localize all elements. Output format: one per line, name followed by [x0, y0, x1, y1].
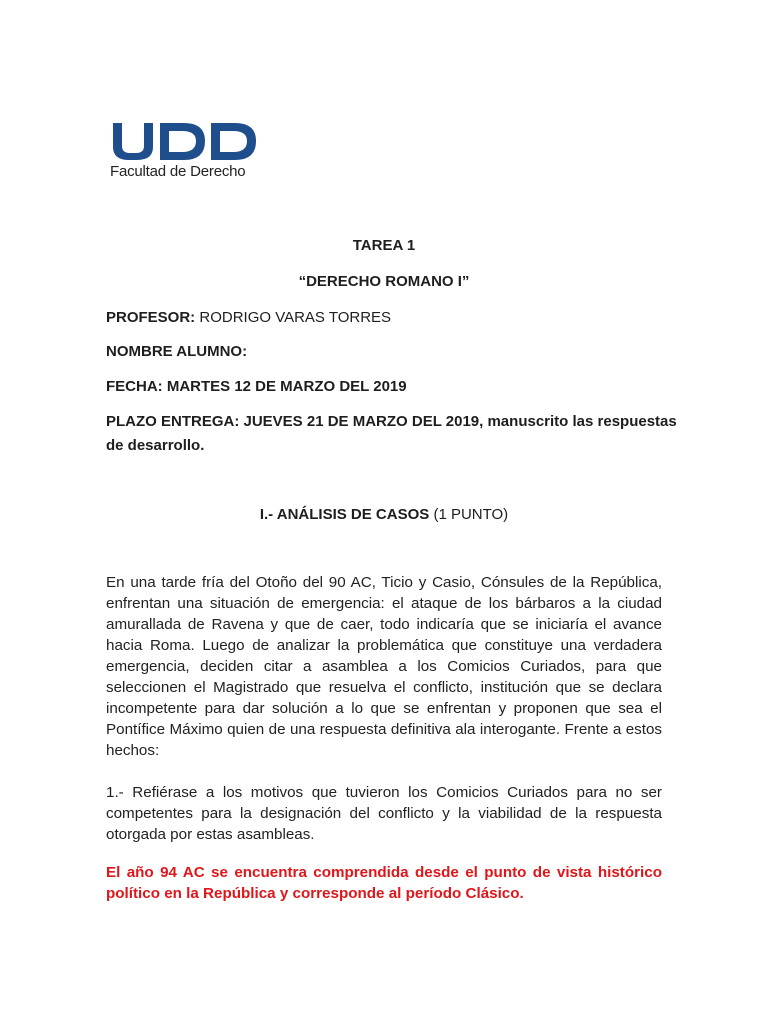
logo-subtitle: Facultad de Derecho: [110, 163, 246, 180]
section-title: I.- ANÁLISIS DE CASOS: [259, 506, 430, 523]
plazo-line-1: PLAZO ENTREGA: JUEVES 21 DE MARZO DEL 2019, manuscrito las respuestas: [106, 413, 677, 430]
profesor-value: RODRIGO VARAS TORRES: [195, 309, 392, 326]
answer-1: El año 94 AC se encuentra comprendida desde el punto de vista histórico político en la República y corresponde al período Clásico.: [106, 864, 662, 902]
plazo-line-2: de desarrollo.: [106, 437, 205, 454]
udd-logo: [110, 120, 260, 184]
fecha-line: FECHA: MARTES 12 DE MARZO DEL 2019: [106, 378, 407, 395]
doc-title: TAREA 1: [352, 237, 416, 254]
question-1: 1.- Refiérase a los motivos que tuvieron los Comicios Curiados para no ser competentes para la designación del conflicto y la viabilidad de la respuesta otorgada por estas asambleas.: [106, 784, 662, 843]
alumno-label: NOMBRE ALUMNO:: [106, 343, 248, 360]
udd-logo-mark: [110, 120, 260, 162]
case-paragraph: En una tarde fría del Otoño del 90 AC, Ticio y Casio, Cónsules de la República, enfrentan una situación de emergencia: el ataque de los bárbaros a la ciudad amurallada de Ravena y que de caer, todo indicaría que se iniciaría el avance hacia Roma. Luego de analizar la problemática que constituye una verdadera emergencia, deciden citar a asamblea a los Comicios Curiados, para que seleccionen el Magistrado que resuelva el conflicto, institución que se declara incompetente para dar solución a lo que se enfrentan y proponen que sea el Pontífice Máximo quien de una respuesta definitiva ala interogante. Frente a estos hechos:: [106, 574, 662, 759]
doc-subtitle: “DERECHO ROMANO I”: [298, 273, 470, 290]
section-heading: [106, 505, 662, 525]
profesor-line: [106, 308, 662, 328]
profesor-label: PROFESOR:: [106, 309, 196, 326]
section-points: (1 PUNTO): [429, 506, 509, 523]
